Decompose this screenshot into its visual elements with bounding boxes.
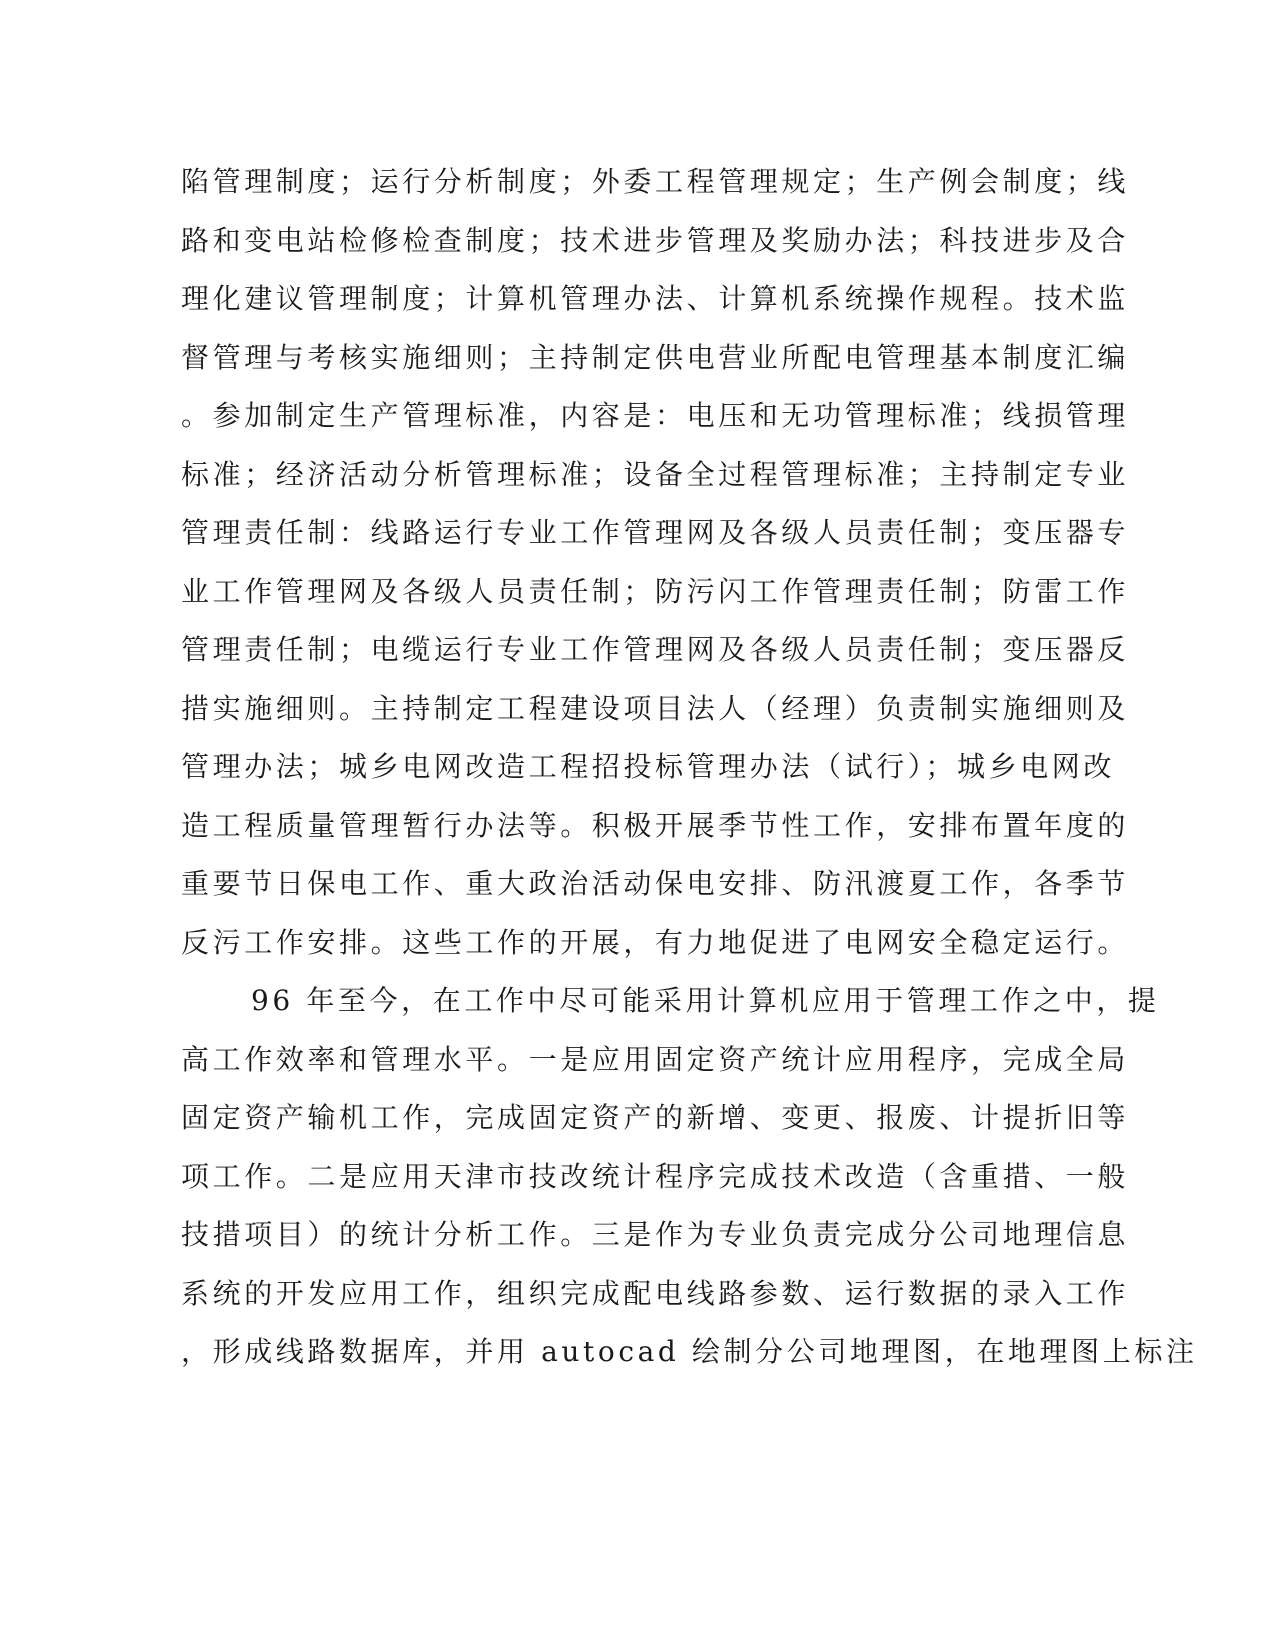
- text-line: 系统的开发应用工作，组织完成配电线路参数、运行数据的录入工作: [181, 1276, 1130, 1310]
- text-line: 标准；经济活动分析管理标准；设备全过程管理标准；主持制定专业: [181, 457, 1130, 491]
- text-line: 高工作效率和管理水平。一是应用固定资产统计应用程序，完成全局: [181, 1042, 1130, 1076]
- text-line: 管理责任制：线路运行专业工作管理网及各级人员责任制；变压器专: [181, 516, 1130, 549]
- text-line: 管理办法；城乡电网改造工程招投标管理办法（试行）；城乡电网改: [181, 750, 1116, 783]
- text-line: 管理责任制；电缆运行专业工作管理网及各级人员责任制；变压器反: [181, 633, 1130, 666]
- text-line: 固定资产输机工作，完成固定资产的新增、变更、报废、计提折旧等: [181, 1101, 1130, 1134]
- text-line: 督管理与考核实施细则；主持制定供电营业所配电管理基本制度汇编: [181, 340, 1130, 374]
- text-line: 造工程质量管理暂行办法等。积极开展季节性工作，安排布置年度的: [181, 808, 1130, 842]
- text-line: 。参加制定生产管理标准，内容是：电压和无功管理标准；线损管理: [181, 399, 1130, 432]
- text-line: 措实施细则。主持制定工程建设项目法人（经理）负责制实施细则及: [181, 691, 1130, 725]
- paragraph-start-line: 96 年至今，在工作中尽可能采用计算机应用于管理工作之中，提: [251, 984, 1160, 1017]
- text-line: 项工作。二是应用天津市技改统计程序完成技术改造（含重措、一般: [181, 1159, 1130, 1193]
- text-line: 反污工作安排。这些工作的开展，有力地促进了电网安全稳定运行。: [181, 925, 1130, 959]
- text-line: ，形成线路数据库，并用 autocad 绘制分公司地理图，在地理图上标注: [181, 1335, 1198, 1368]
- body-text: [181, 162, 1198, 1391]
- text-line: 路和变电站检修检查制度；技术进步管理及奖励办法；科技进步及合: [181, 223, 1130, 257]
- text-line: 技措项目）的统计分析工作。三是作为专业负责完成分公司地理信息: [181, 1218, 1130, 1251]
- text-line: 理化建议管理制度；计算机管理办法、计算机系统操作规程。技术监: [181, 282, 1130, 315]
- text-line: 重要节日保电工作、重大政治活动保电安排、防汛渡夏工作，各季节: [181, 867, 1130, 900]
- text-line: 陷管理制度；运行分析制度；外委工程管理规定；生产例会制度；线: [181, 165, 1130, 198]
- text-line: 业工作管理网及各级人员责任制；防污闪工作管理责任制；防雷工作: [181, 574, 1130, 608]
